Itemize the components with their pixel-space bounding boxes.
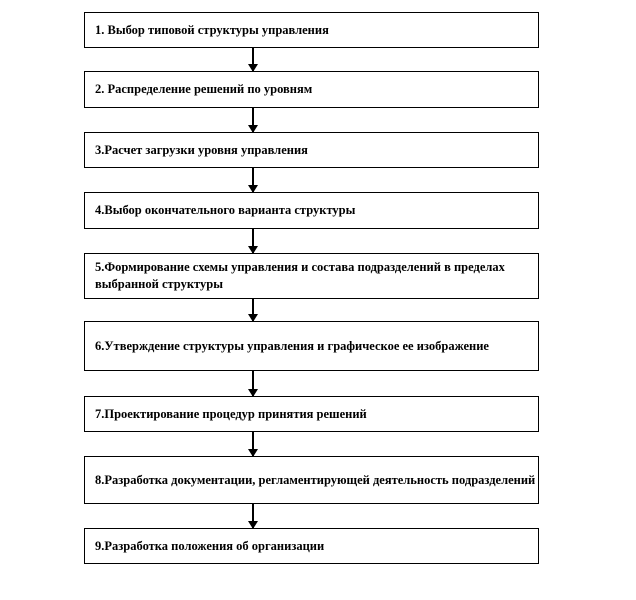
arrow-6-7 [252, 371, 254, 396]
arrow-3-4 [252, 168, 254, 192]
arrow-5-6 [252, 299, 254, 321]
step-8-label: 8.Разработка документации, регламентирующей деятельность подразделений [95, 472, 536, 487]
step-6-label: 6.Утверждение структуры управления и графическое ее изображение [95, 338, 489, 353]
step-1-label: 1. Выбор типовой структуры управления [95, 22, 329, 37]
arrow-4-5 [252, 229, 254, 253]
arrow-1-2 [252, 48, 254, 71]
step-2 [84, 71, 539, 108]
step-7-label: 7.Проектирование процедур принятия решений [95, 406, 367, 421]
step-7 [84, 396, 539, 432]
step-4-label: 4.Выбор окончательного варианта структуры [95, 203, 356, 217]
step-3 [84, 132, 539, 168]
arrow-2-3 [252, 108, 254, 132]
step-1 [84, 12, 539, 48]
step-5-label: 5.Формирование схемы управления и состава подразделений в пределах выбранной структуры [95, 260, 505, 291]
step-2-label: 2. Распределение решений по уровням [95, 82, 313, 96]
step-9 [84, 528, 539, 564]
step-6 [84, 321, 539, 371]
step-3-label: 3.Расчет загрузки уровня управления [95, 142, 308, 157]
step-9-label: 9.Разработка положения об организации [95, 538, 325, 553]
arrow-8-9 [252, 504, 254, 528]
step-8 [84, 456, 539, 504]
step-4 [84, 192, 539, 229]
step-5 [84, 253, 539, 299]
arrow-7-8 [252, 432, 254, 456]
